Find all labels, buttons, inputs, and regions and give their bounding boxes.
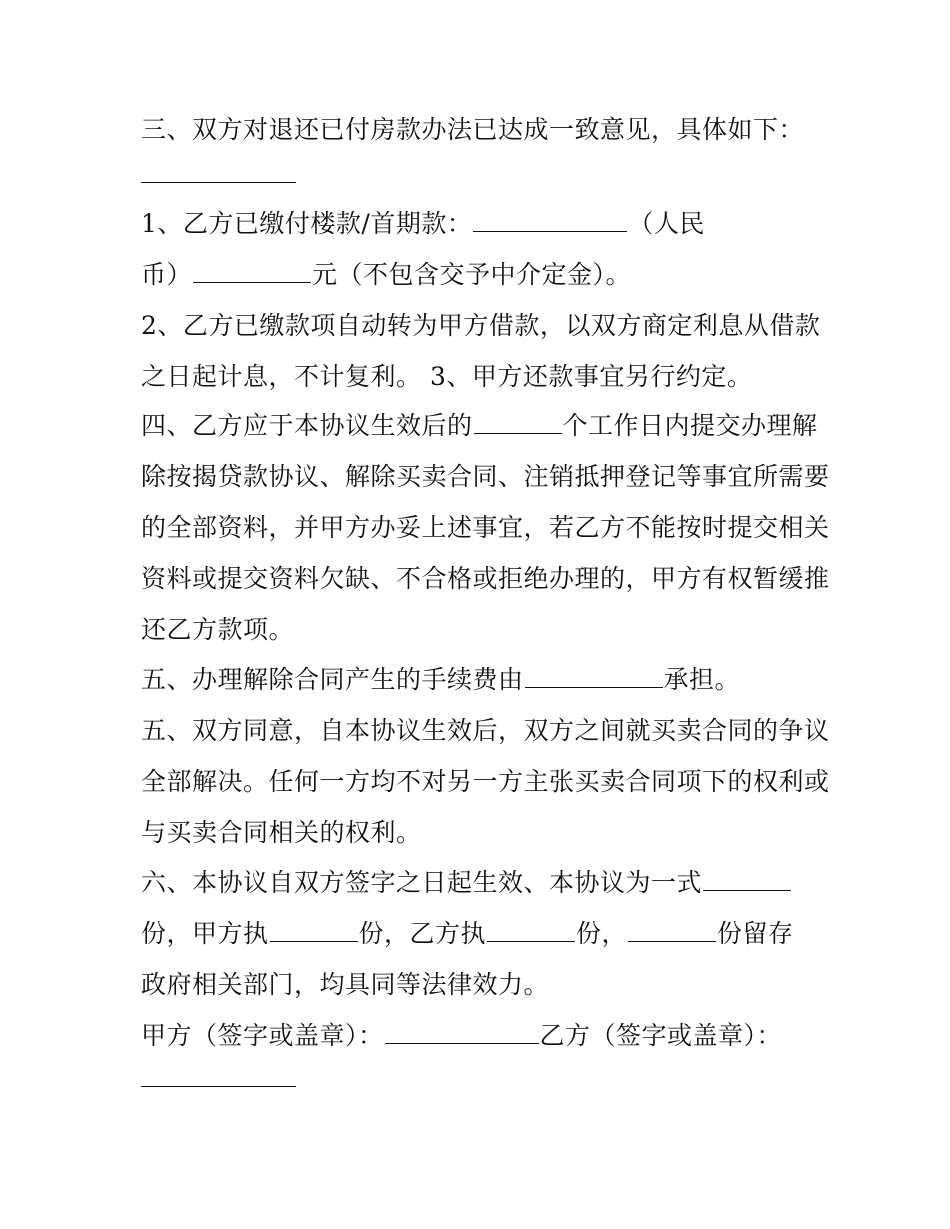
section-3-heading (141, 114, 804, 146)
section-3-blank (141, 182, 296, 183)
item-1-text-a: 1、乙方已缴付楼款/首期款： (141, 209, 473, 238)
section-4-line-4 (141, 563, 830, 595)
section-4-line-1 (141, 410, 818, 442)
section-6-text-c: 份，乙方执 (358, 919, 487, 948)
item-1-text-d: 元（不包含交予中介定金）。 (312, 260, 632, 289)
party-b-signature-blank (141, 1086, 296, 1087)
section-6-line-2 (141, 918, 794, 950)
item-2-line-2 (141, 361, 752, 393)
item-1-text-c: 币） (141, 260, 193, 289)
section-4-line-2 (141, 461, 830, 493)
item-2-line-1 (141, 310, 820, 342)
party-a-copies-blank (270, 919, 358, 942)
item-2-text-1: 2、乙方已缴款项自动转为甲方借款，以双方商定利息从借款 (141, 311, 821, 340)
payment-amount-blank (473, 209, 627, 232)
party-b-copies-blank (487, 919, 575, 942)
section-6-line-1 (141, 867, 792, 899)
section-4-text-b: 个工作日内提交办理解 (562, 411, 818, 440)
fee-payer-blank (525, 665, 663, 688)
section-6-text-3: 政府相关部门，均具同等法律效力。 (141, 970, 550, 999)
section-6-text-d: 份， (576, 919, 628, 948)
section-6-text-b: 份，甲方执 (141, 919, 269, 948)
party-a-signature-label: 甲方（签字或盖章）： (141, 1021, 384, 1050)
signature-line (141, 1020, 782, 1052)
section-4-line-3 (141, 512, 830, 544)
item-1-text-b: （人民 (628, 209, 705, 238)
section-5b-line-1 (141, 715, 830, 747)
section-4-text-2: 除按揭贷款协议、解除买卖合同、注销抵押登记等事宜所需要 (141, 462, 830, 491)
section-5b-line-2 (141, 766, 830, 798)
item-1-line-1 (141, 208, 705, 240)
section-4-text-4: 资料或提交资料欠缺、不合格或拒绝办理的，甲方有权暂缓推 (141, 564, 830, 593)
party-b-signature-label: 乙方（签字或盖章）： (539, 1021, 783, 1050)
section-5a-text-b: 承担。 (663, 665, 741, 694)
section-3-text: 三、双方对退还已付房款办法已达成一致意见，具体如下： (141, 115, 805, 144)
section-6-line-3 (141, 969, 549, 1001)
section-5b-text-2: 全部解决。任何一方均不对另一方主张买卖合同项下的权利或 (141, 767, 830, 796)
government-copies-blank (628, 919, 716, 942)
section-4-text-5: 还乙方款项。 (141, 615, 295, 644)
section-4-text-3: 的全部资料，并甲方办妥上述事宜，若乙方不能按时提交相关 (141, 513, 830, 542)
section-5b-line-3 (141, 817, 422, 849)
section-5b-text-3: 与买卖合同相关的权利。 (141, 818, 422, 847)
section-5b-text-1: 五、双方同意，自本协议生效后，双方之间就买卖合同的争议 (141, 716, 830, 745)
section-6-text-e: 份留存 (717, 919, 794, 948)
section-4-text-a: 四、乙方应于本协议生效后的 (141, 411, 473, 440)
section-5a-line (141, 664, 740, 696)
section-4-line-5 (141, 614, 294, 646)
section-6-text-a: 六、本协议自双方签字之日起生效、本协议为一式 (141, 868, 703, 897)
copies-total-blank (703, 868, 791, 891)
item-2-text-2: 之日起计息，不计复利。 3、甲方还款事宜另行约定。 (141, 362, 753, 391)
party-a-signature-blank (385, 1021, 539, 1044)
item-1-line-2 (141, 259, 631, 291)
section-5a-text-a: 五、办理解除合同产生的手续费由 (141, 665, 524, 694)
working-days-blank (474, 411, 562, 434)
rmb-amount-blank (193, 260, 311, 283)
